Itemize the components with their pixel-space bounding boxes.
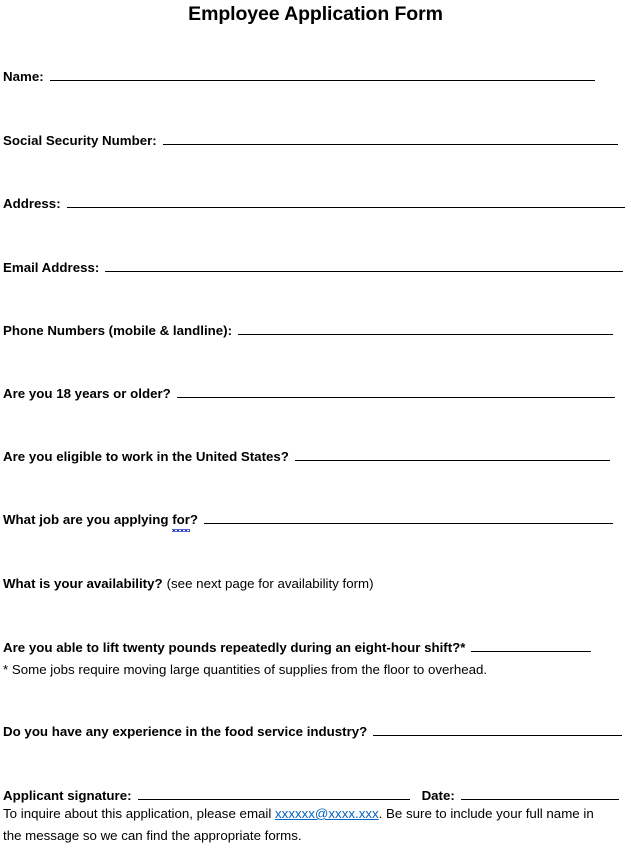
field-row-food-service <box>3 723 622 741</box>
field-label: Are you 18 years or older? <box>3 386 171 401</box>
field-row <box>3 68 595 86</box>
lift-question-label: Are you able to lift twenty pounds repeatedly during an eight-hour shift?* <box>3 640 466 655</box>
lift-question-blank[interactable] <box>471 639 591 652</box>
field-row <box>3 322 613 340</box>
spellcheck-misspelled-word: for <box>172 512 190 527</box>
field-row-availability <box>3 575 374 593</box>
availability-label: What is your availability? <box>3 576 163 591</box>
field-row <box>3 385 615 403</box>
footer-text-before-email: To inquire about this application, please email <box>3 806 276 821</box>
footer-paragraph <box>3 803 603 846</box>
field-label: Phone Numbers (mobile & landline): <box>3 323 233 338</box>
date-blank[interactable] <box>461 787 619 800</box>
field-blank-line[interactable] <box>67 195 625 208</box>
applicant-signature-label: Applicant signature: <box>3 788 132 803</box>
lift-question-footnote: * Some jobs require moving large quantities of supplies from the floor to overhead. <box>3 662 488 677</box>
footer-text-after-email: . Be sure to include your full name in the message so we can find the appropriate forms. <box>3 806 594 843</box>
field-label: What job are you applying for? <box>3 512 199 527</box>
page-title: Employee Application Form <box>188 3 443 25</box>
field-row <box>3 132 618 150</box>
food-service-blank[interactable] <box>373 723 622 736</box>
field-blank-line[interactable] <box>204 511 613 524</box>
field-blank-line[interactable] <box>105 259 623 272</box>
field-blank-line[interactable] <box>238 322 613 335</box>
availability-note: (see next page for availability form) <box>166 576 374 591</box>
field-label: Are you eligible to work in the United States? <box>3 449 289 464</box>
applicant-signature-blank[interactable] <box>138 787 410 800</box>
field-row-lift-question <box>3 639 591 657</box>
field-blank-line[interactable] <box>295 448 610 461</box>
field-blank-line[interactable] <box>163 132 618 145</box>
field-label: Name: <box>3 69 44 84</box>
field-label: Address: <box>3 196 61 211</box>
field-label: Social Security Number: <box>3 133 157 148</box>
field-blank-line[interactable] <box>50 68 595 81</box>
field-blank-line[interactable] <box>177 385 615 398</box>
field-label: Email Address: <box>3 260 100 275</box>
food-service-label: Do you have any experience in the food service industry? <box>3 724 368 739</box>
field-row <box>3 448 610 466</box>
field-row <box>3 195 625 213</box>
date-label: Date: <box>421 788 455 803</box>
field-row <box>3 511 613 529</box>
field-row <box>3 259 623 277</box>
contact-email-link[interactable]: xxxxxx@xxxx.xxx <box>275 806 379 821</box>
